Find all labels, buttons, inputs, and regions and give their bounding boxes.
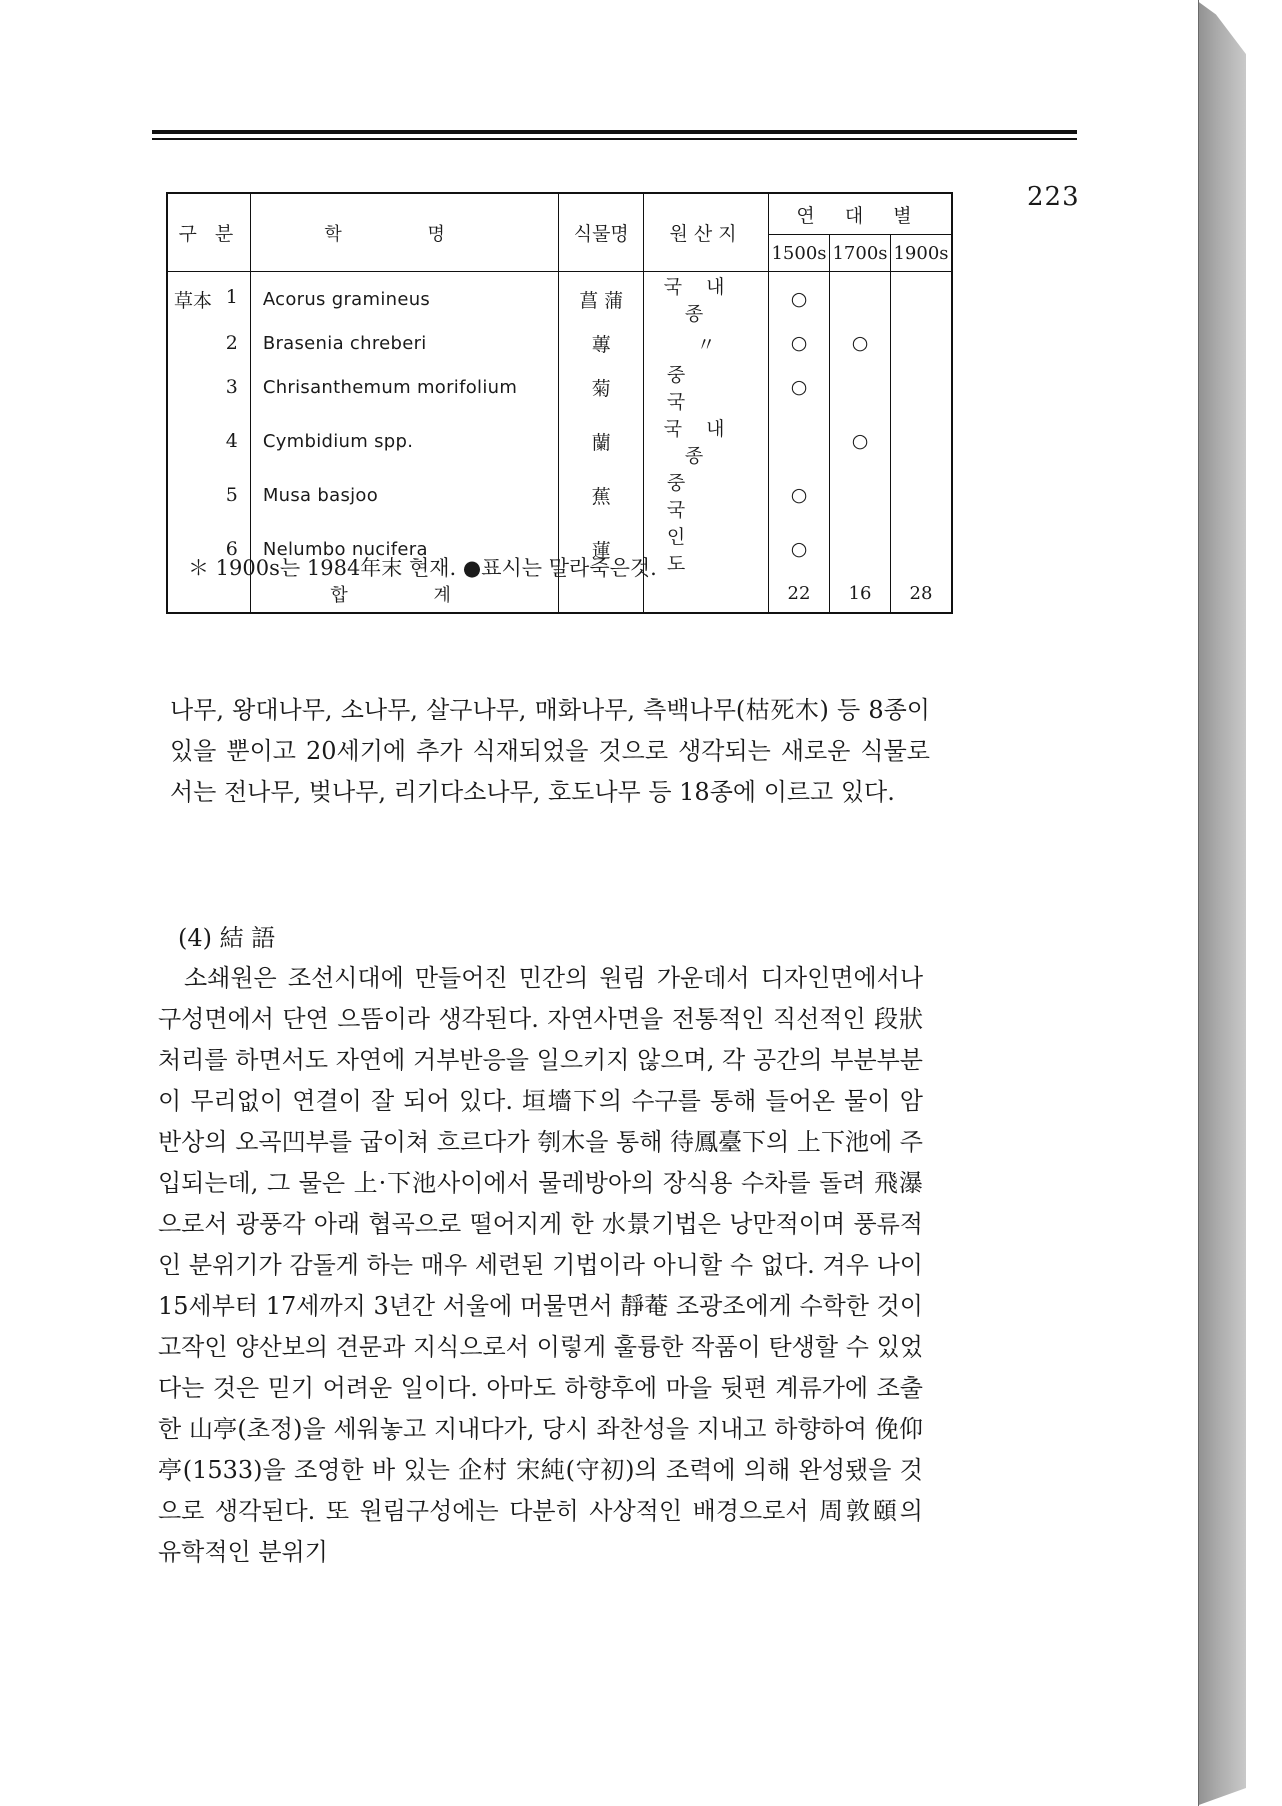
era-1700s-mark (830, 522, 891, 576)
total-1700s: 16 (830, 576, 891, 613)
origin: 국내종 (644, 414, 769, 468)
header-category: 구 분 (167, 193, 250, 272)
era-1900s-mark (890, 522, 952, 576)
plant-name: 蕉 (559, 468, 644, 522)
table-row (167, 468, 952, 522)
era-1700s-mark (830, 360, 891, 414)
category-label: 草本 (174, 289, 213, 312)
era-1500s-mark: ○ (769, 272, 830, 327)
plant-name: 蓴 (559, 326, 644, 360)
era-1500s-mark (769, 414, 830, 468)
section-heading: (4) 結 語 (178, 924, 276, 952)
row-number: 3 (225, 376, 238, 398)
era-1700s-mark (830, 272, 891, 327)
plant-name: 菊 (559, 360, 644, 414)
header-origin: 원산지 (644, 193, 769, 272)
header-scientific-name: 학 명 (250, 193, 559, 272)
row-number: 5 (225, 484, 238, 506)
era-1500s-mark: ○ (769, 360, 830, 414)
origin: 국내종 (644, 272, 769, 327)
header-rule (152, 130, 1077, 134)
body-paragraph: 나무, 왕대나무, 소나무, 살구나무, 매화나무, 측백나무(枯死木) 등 8종이 있을 뿐이고 20세기에 추가 식재되었을 것으로 생각되는 새로운 식물로서는 전나무, 벚나무, 리기다소나무, 호도나무 등 18종에 이르고 있다. (170, 696, 930, 806)
scientific-name: Brasenia chreberi (250, 326, 559, 360)
table-footnote: ＊ 1900s는 1984年末 현재. ●표시는 말라죽은것. (188, 556, 657, 580)
origin: 〃 (644, 326, 769, 360)
header-rule-thin (152, 138, 1077, 140)
scientific-name: Musa basjoo (250, 468, 559, 522)
era-1700s-mark: ○ (830, 326, 891, 360)
total-label: 합 계 (250, 576, 559, 613)
table-row (167, 360, 952, 414)
row-number: 1 (225, 285, 238, 308)
era-1900s-mark (890, 414, 952, 468)
body-paragraph-conclusion: 소쇄원은 조선시대에 만들어진 민간의 원림 가운데서 디자인면에서나 구성면에서 단연 으뜸이라 생각된다. 자연사면을 전통적인 직선적인 段狀처리를 하면서도 자연에 거부반응을 일으키지 않으며, 각 공간의 부분부분이 무리없이 연결이 잘 되어 있다. 垣墻下의 수구를 통해 들어온 물이 암반상의 오곡凹부를 굽이쳐 흐르다가 刳木을 통해 待鳳臺下의 上下池에 주입되는데, 그 물은 上·下池사이에서 물레방아의 장식용 수차를 돌려 飛瀑으로서 광풍각 아래 협곡으로 떨어지게 한 水景기법은 낭만적이며 풍류적인 분위기가 감돌게 하는 매우 세련된 기법이라 아니할 수 없다. 겨우 나이 15세부터 17세까지 3년간 서울에 머물면서 靜菴 조광조에게 수학한 것이 고작인 양산보의 견문과 지식으로서 이렇게 훌륭한 작품이 탄생할 수 있었다는 것은 믿기 어려운 일이다. 아마도 하향후에 마을 뒷편 계류가에 조출한 山亭(초정)을 세워놓고 지내다가, 당시 좌찬성을 지내고 하향하여 俛仰亭(1533)을 조영한 바 있는 企村 宋純(守初)의 조력에 의해 완성됐을 것으로 생각된다. 또 원림구성에는 다분히 사상적인 배경으로서 周敦頤의 유학적인 분위기 (158, 964, 923, 1566)
era-1900s-mark (890, 468, 952, 522)
page-edge-shadow (1196, 0, 1246, 1806)
origin: 인도 (644, 522, 769, 576)
header-era-1900s: 1900s (890, 235, 952, 272)
era-1900s-mark (890, 326, 952, 360)
header-era-1500s: 1500s (769, 235, 830, 272)
total-1900s: 28 (890, 576, 952, 613)
plant-name: 蓮 (559, 522, 644, 576)
origin: 중국 (644, 360, 769, 414)
table-row (167, 272, 952, 327)
scientific-name: Cymbidium spp. (250, 414, 559, 468)
row-number: 6 (225, 538, 238, 560)
table-row (167, 326, 952, 360)
plant-species-table (166, 192, 953, 614)
header-plant-name: 식물명 (559, 193, 644, 272)
era-1700s-mark (830, 468, 891, 522)
scientific-name: Acorus gramineus (250, 272, 559, 327)
era-1500s-mark: ○ (769, 326, 830, 360)
row-number: 2 (225, 332, 238, 354)
row-number: 4 (225, 430, 238, 452)
era-1700s-mark: ○ (830, 414, 891, 468)
header-era-1700s: 1700s (830, 235, 891, 272)
plant-name: 蘭 (559, 414, 644, 468)
table-row (167, 414, 952, 468)
era-1500s-mark: ○ (769, 522, 830, 576)
header-era-group: 연 대 별 (769, 193, 952, 235)
scientific-name: Chrisanthemum morifolium (250, 360, 559, 414)
era-1500s-mark: ○ (769, 468, 830, 522)
page-number: 223 (1027, 182, 1080, 212)
origin: 중국 (644, 468, 769, 522)
era-1900s-mark (890, 360, 952, 414)
total-1500s: 22 (769, 576, 830, 613)
plant-name: 菖 蒲 (559, 272, 644, 327)
era-1900s-mark (890, 272, 952, 327)
scientific-name: Nelumbo nucifera (250, 522, 559, 576)
